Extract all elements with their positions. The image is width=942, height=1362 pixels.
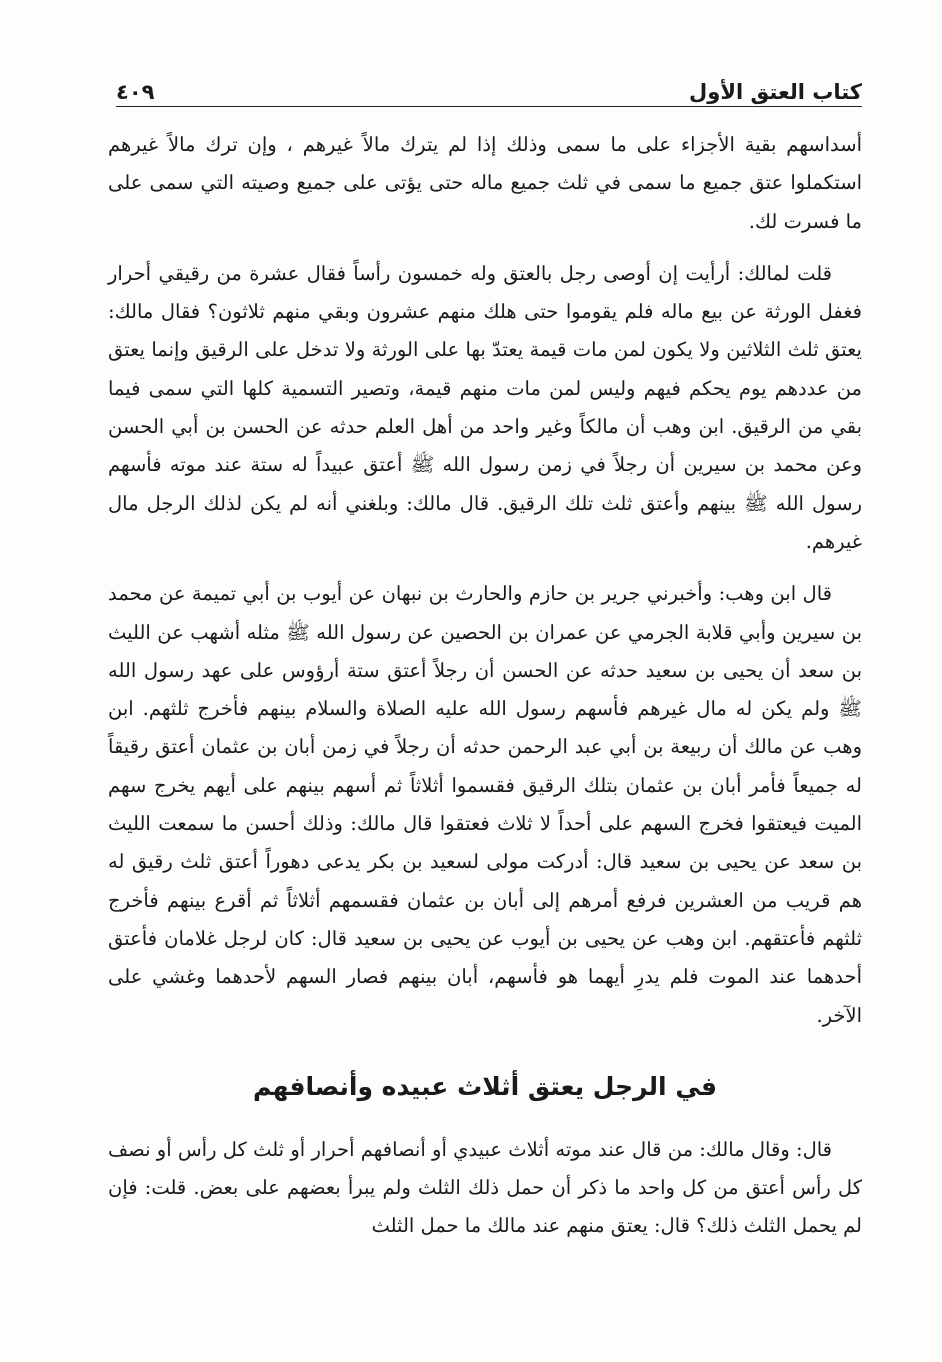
- page-body: [108, 126, 862, 1246]
- page-number: ٤٠٩: [116, 80, 155, 104]
- paragraph-3: قال ابن وهب: وأخبرني جرير بن حازم والحارث بن نبهان عن أيوب بن أبي تميمة عن محمد بن سيرين وأبي قلابة الجرمي عن عمران بن الحصين عن رسول الله ﷺ مثله أشهب عن الليث بن سعد أن يحيى بن سعيد حدثه عن الحسن أن رجلاً أعتق ستة أرؤوس على عهد رسول الله ﷺ ولم يكن له مال غيرهم فأسهم رسول الله عليه الصلاة والسلام بينهم فأخرج ثلثهم. ابن وهب عن مالك أن ربيعة بن أبي عبد الرحمن حدثه أن رجلاً في زمن أبان بن عثمان أعتق رقيقاً له جميعاً فأمر أبان بن عثمان بتلك الرقيق فقسموا أثلاثاً ثم أسهم بينهم على أيهم يخرج سهم الميت فيعتقوا فخرج السهم على أحداً لا ثلاث فعتقوا قال مالك: وذلك أحسن ما سمعت الليث بن سعد عن يحيى بن سعيد قال: أدركت مولى لسعيد بن بكر يدعى دهوراً أعتق ثلث رقيق له هم قريب من العشرين فرفع أمرهم إلى أبان بن عثمان فقسمهم أثلاثاً ثم أقرع بينهم فأخرج ثلثهم فأعتقهم. ابن وهب عن يحيى بن أيوب عن يحيى بن سعيد قال: كان لرجل غلامان فأعتق أحدهما عند الموت فلم يدرِ أيهما هو فأسهم، أبان بينهم فصار السهم لأحدهما وغشي على الآخر.: [108, 582, 862, 1027]
- running-header: [116, 70, 862, 107]
- paragraph-2: قلت لمالك: أرأيت إن أوصى رجل بالعتق وله خمسون رأساً فقال عشرة من رقيقي أحرار فغفل الورثة عن بيع ماله فلم يقوموا حتى هلك منهم عشرون وبقي منهم ثلاثون؟ فقال مالك: يعتق ثلث الثلاثين ولا يكون لمن مات قيمة يعتدّ بها على الورثة ولا تدخل على الرقيق وإنما يعتق من عددهم يوم يحكم فيهم وليس لمن مات منهم قيمة، وتصير التسمية كلها التي سمى فيما بقي من الرقيق. ابن وهب أن مالكاً وغير واحد من أهل العلم حدثه عن الحسن بن أبي الحسن وعن محمد بن سيرين أن رجلاً في زمن رسول الله ﷺ أعتق عبيداً له ستة عند موته فأسهم رسول الله ﷺ بينهم وأعتق ثلث تلك الرقيق. قال مالك: وبلغني أنه لم يكن لذلك الرجل مال غيرهم.: [108, 261, 862, 553]
- section-paragraph: قال: وقال مالك: من قال عند موته أثلاث عبيدي أو أنصافهم أحرار أو ثلث كل رأس أو نصف كل رأس أعتق من كل واحد ما ذكر أن حمل ذلك الثلث ولم يبرأ بعضهم على بعض. قلت: فإن لم يحمل الثلث ذلك؟ قال: يعتق منهم عند مالك ما حمل الثلث: [108, 1137, 862, 1238]
- book-title: كتاب العتق الأول: [689, 80, 862, 104]
- paragraph-1: أسداسهم بقية الأجزاء على ما سمى وذلك إذا لم يترك مالاً غيرهم ، وإن ترك مالاً غيرهم استكملوا عتق جميع ما سمى في ثلث جميع ماله حتى يؤتى على جميع وصيته التي سمى على ما فسرت لك.: [108, 133, 862, 233]
- section-heading: في الرجل يعتق أثلاث عبيده وأنصافهم: [252, 1071, 717, 1101]
- paragraph-gap: [108, 561, 862, 575]
- paragraph-gap: [108, 241, 862, 255]
